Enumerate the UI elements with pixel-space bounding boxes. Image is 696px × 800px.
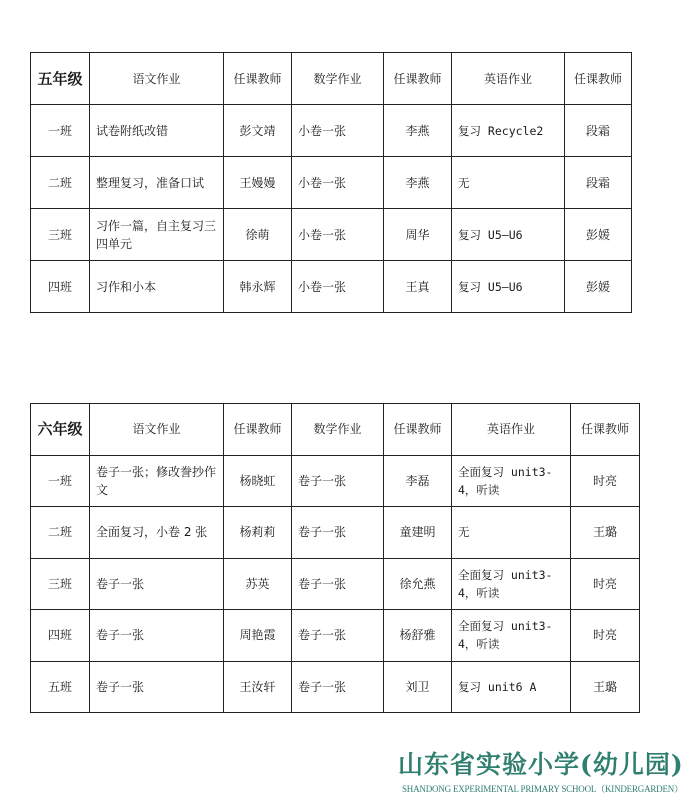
table-row [31,157,632,209]
header-english: 英语作业 [452,53,565,105]
english-teacher-cell: 时亮 [571,455,640,507]
english-teacher-cell: 时亮 [571,558,640,610]
table-header-row [31,404,640,456]
math-homework-cell: 卷子一张 [292,455,384,507]
chinese-teacher-cell: 杨晓虹 [224,455,292,507]
english-teacher-cell: 王璐 [571,661,640,713]
class-cell: 五班 [31,661,90,713]
header-english-teacher: 任课教师 [565,53,632,105]
class-cell: 四班 [31,610,90,662]
header-chinese-teacher: 任课教师 [224,53,292,105]
header-chinese: 语文作业 [90,53,224,105]
table-row [31,455,640,507]
math-teacher-cell: 徐允燕 [384,558,452,610]
chinese-homework-cell: 卷子一张 [90,558,224,610]
chinese-homework-cell: 全面复习，小卷 2 张 [90,507,224,559]
class-cell: 一班 [31,455,90,507]
chinese-teacher-cell: 彭文靖 [224,105,292,157]
math-homework-cell: 小卷一张 [292,157,384,209]
chinese-homework-cell: 习作和小本 [90,261,224,313]
header-math-teacher: 任课教师 [384,53,452,105]
english-homework-cell: 全面复习 unit3-4，听读 [452,610,571,662]
english-homework-cell: 全面复习 unit3-4，听读 [452,558,571,610]
table-row [31,661,640,713]
english-homework-cell: 复习 U5—U6 [452,261,565,313]
chinese-teacher-cell: 徐萌 [224,209,292,261]
math-homework-cell: 小卷一张 [292,261,384,313]
math-teacher-cell: 周华 [384,209,452,261]
math-teacher-cell: 王真 [384,261,452,313]
english-homework-cell: 全面复习 unit3-4，听读 [452,455,571,507]
math-teacher-cell: 童建明 [384,507,452,559]
chinese-teacher-cell: 王汝轩 [224,661,292,713]
grade-label: 六年级 [31,404,90,456]
chinese-teacher-cell: 韩永辉 [224,261,292,313]
english-homework-cell: 无 [452,507,571,559]
english-teacher-cell: 段霜 [565,105,632,157]
math-homework-cell: 小卷一张 [292,209,384,261]
math-teacher-cell: 刘卫 [384,661,452,713]
math-teacher-cell: 杨舒雅 [384,610,452,662]
chinese-homework-cell: 卷子一张；修改誊抄作文 [90,455,224,507]
header-english: 英语作业 [452,404,571,456]
chinese-teacher-cell: 王嫚嫚 [224,157,292,209]
header-english-teacher: 任课教师 [571,404,640,456]
class-cell: 三班 [31,209,90,261]
header-chinese-teacher: 任课教师 [224,404,292,456]
header-math: 数学作业 [292,53,384,105]
class-cell: 四班 [31,261,90,313]
math-teacher-cell: 李磊 [384,455,452,507]
header-chinese: 语文作业 [90,404,224,456]
chinese-homework-cell: 整理复习，准备口试 [90,157,224,209]
table-row [31,610,640,662]
chinese-homework-cell: 习作一篇，自主复习三四单元 [90,209,224,261]
header-math-teacher: 任课教师 [384,404,452,456]
english-teacher-cell: 彭媛 [565,261,632,313]
table-row [31,507,640,559]
table-row [31,105,632,157]
chinese-teacher-cell: 苏英 [224,558,292,610]
math-homework-cell: 卷子一张 [292,507,384,559]
english-teacher-cell: 彭媛 [565,209,632,261]
class-cell: 三班 [31,558,90,610]
chinese-homework-cell: 试卷附纸改错 [90,105,224,157]
class-cell: 一班 [31,105,90,157]
grade5-homework-table [30,52,632,313]
table-row [31,558,640,610]
english-homework-cell: 复习 Recycle2 [452,105,565,157]
english-homework-cell: 复习 U5—U6 [452,209,565,261]
chinese-homework-cell: 卷子一张 [90,610,224,662]
english-homework-cell: 无 [452,157,565,209]
grade6-homework-table [30,403,640,713]
english-teacher-cell: 王璐 [571,507,640,559]
class-cell: 二班 [31,507,90,559]
english-homework-cell: 复习 unit6 A [452,661,571,713]
math-homework-cell: 卷子一张 [292,558,384,610]
math-homework-cell: 卷子一张 [292,610,384,662]
math-teacher-cell: 李燕 [384,157,452,209]
english-teacher-cell: 段霜 [565,157,632,209]
chinese-teacher-cell: 杨莉莉 [224,507,292,559]
table-row [31,209,632,261]
chinese-homework-cell: 卷子一张 [90,661,224,713]
math-teacher-cell: 李燕 [384,105,452,157]
chinese-teacher-cell: 周艳霞 [224,610,292,662]
grade-label: 五年级 [31,53,90,105]
school-name: 山东省实验小学(幼儿园) [398,750,684,779]
class-cell: 二班 [31,157,90,209]
math-homework-cell: 卷子一张 [292,661,384,713]
table-header-row [31,53,632,105]
table-row [31,261,632,313]
school-name-english: SHANDONG EXPERIMENTAL PRIMARY SCHOOL（KINDERGARDEN） [402,784,683,794]
school-logo [398,750,688,796]
header-math: 数学作业 [292,404,384,456]
english-teacher-cell: 时亮 [571,610,640,662]
math-homework-cell: 小卷一张 [292,105,384,157]
